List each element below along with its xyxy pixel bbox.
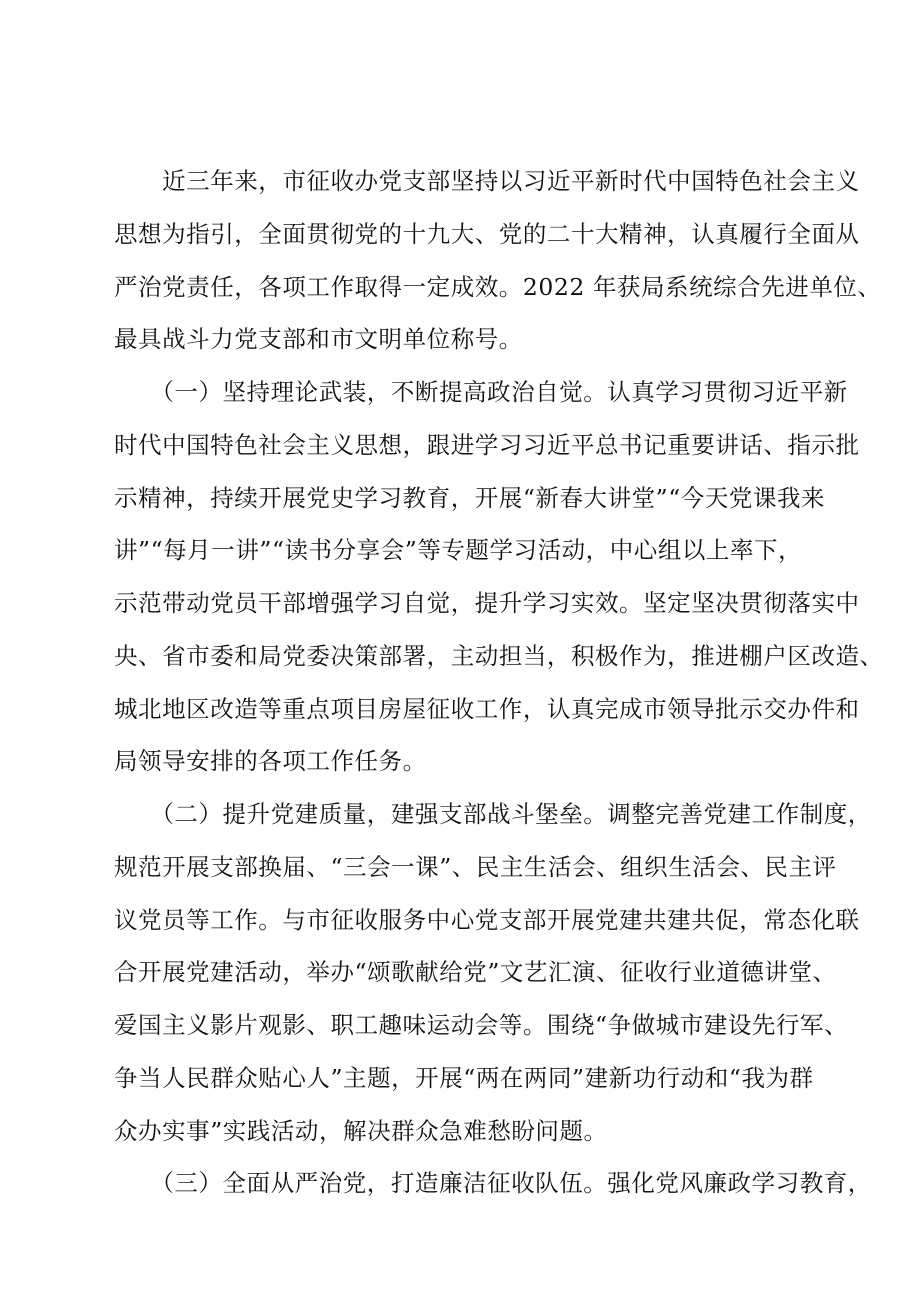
text-line: 规范开展支部换届、“三会一课”、民主生活会、组织生活会、民主评 (114, 852, 837, 881)
text-line: 最具战斗力党支部和市文明单位称号。 (114, 325, 523, 354)
text-line: （三）全面从严治党，打造廉洁征收队伍。强化党风廉政学习教育， (114, 1169, 872, 1198)
text-line: 近三年来，市征收办党支部坚持以习近平新时代中国特色社会主义 (114, 167, 860, 195)
text-line: 央、省市委和局党委决策部署，主动担当，积极作为，推进棚户区改造、 (114, 641, 884, 670)
text-line: 合开展党建活动，举办“颂歌献给党”文艺汇演、征收行业道德讲堂、 (114, 958, 837, 987)
text-line: 议党员等工作。与市征收服务中心党支部开展党建共建共促，常态化联 (114, 905, 860, 934)
text-line: 爱国主义影片观影、职工趣味运动会等。围绕“争做城市建设先行军、 (114, 1011, 849, 1039)
document-body (114, 155, 884, 1210)
paragraph-party-building (114, 788, 872, 1157)
text-line: 城北地区改造等重点项目房屋征收工作，认真完成市领导批示交办件和 (114, 694, 860, 723)
paragraph-intro (114, 155, 882, 366)
paragraph-theory (114, 366, 884, 788)
text-line: （一）坚持理论武装，不断提高政治自觉。认真学习贯彻习近平新 (114, 378, 848, 406)
text-line: 严治党责任，各项工作取得一定成效。2022 年获局系统综合先进单位、 (114, 272, 882, 301)
text-line: 示范带动党员干部增强学习自觉，提升学习实效。坚定坚决贯彻落实中 (114, 589, 860, 617)
text-line: 思想为指引，全面贯彻党的十九大、党的二十大精神，认真履行全面从 (114, 219, 860, 248)
text-line: （二）提升党建质量，建强支部战斗堡垒。调整完善党建工作制度， (114, 800, 872, 828)
paragraph-discipline (114, 1157, 872, 1210)
text-line: 讲”“每月一讲”“读书分享会”等专题学习活动，中心组以上率下， (114, 536, 803, 565)
text-line: 局领导安排的各项工作任务。 (114, 747, 427, 776)
text-line: 争当人民群众贴心人”主题，开展“两在两同”建新功行动和“我为群 (114, 1063, 814, 1092)
text-line: 示精神，持续开展党史学习教育，开展“新春大讲堂”“今天党课我来 (114, 483, 826, 512)
text-line: 众办实事”实践活动，解决群众急难愁盼问题。 (114, 1116, 608, 1145)
text-line: 时代中国特色社会主义思想，跟进学习习近平总书记重要讲话、指示批 (114, 430, 860, 459)
